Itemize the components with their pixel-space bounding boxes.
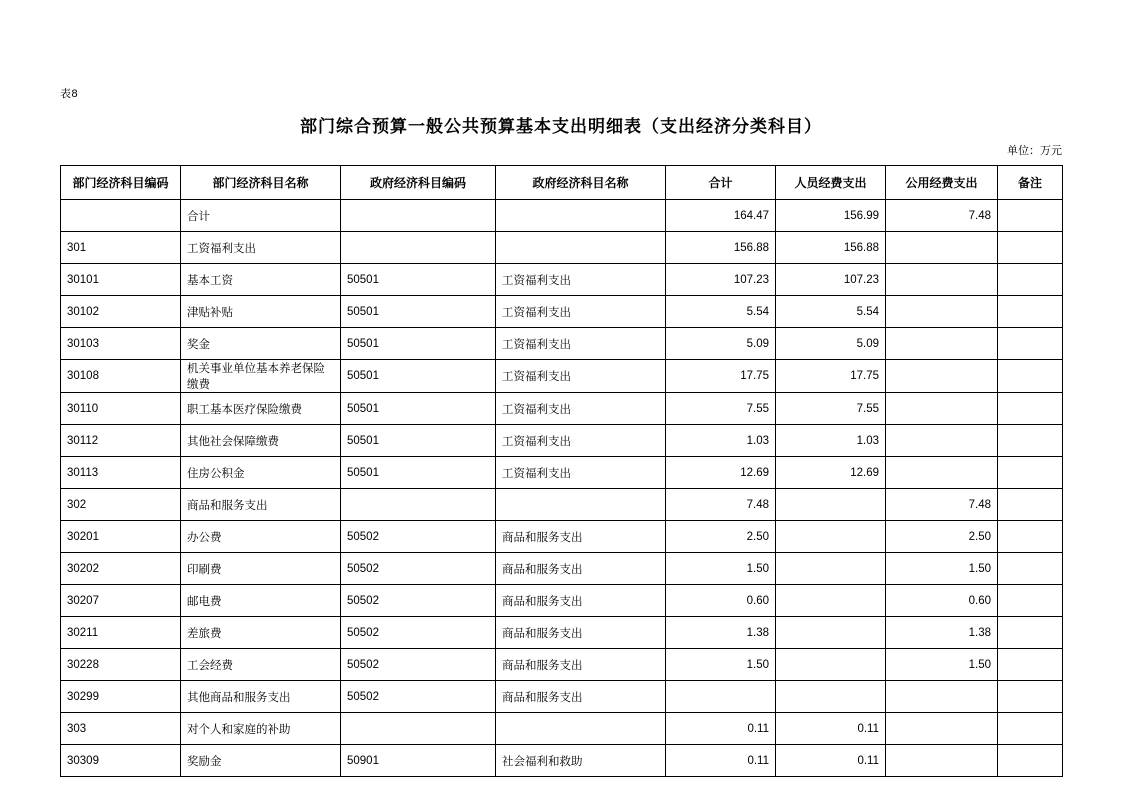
column-header-gov-name: 政府经济科目名称 [496, 166, 666, 200]
cell-gov-name: 工资福利支出 [496, 264, 666, 296]
cell-remark [998, 745, 1063, 777]
cell-gov-code: 50502 [341, 521, 496, 553]
cell-total: 5.09 [666, 328, 776, 360]
cell-dept-name: 商品和服务支出 [181, 489, 341, 521]
cell-dept-code: 30207 [61, 585, 181, 617]
cell-remark [998, 425, 1063, 457]
cell-gov-name: 商品和服务支出 [496, 521, 666, 553]
cell-public [886, 425, 998, 457]
cell-dept-code: 30309 [61, 745, 181, 777]
cell-gov-code [341, 489, 496, 521]
cell-dept-code: 30108 [61, 360, 181, 393]
budget-table-container [60, 165, 1062, 777]
cell-dept-code: 30201 [61, 521, 181, 553]
cell-dept-code: 30211 [61, 617, 181, 649]
cell-personnel [776, 521, 886, 553]
cell-gov-code: 50501 [341, 264, 496, 296]
cell-dept-name: 奖励金 [181, 745, 341, 777]
cell-gov-name: 工资福利支出 [496, 296, 666, 328]
cell-dept-name: 住房公积金 [181, 457, 341, 489]
table-row [61, 328, 1063, 360]
cell-gov-name [496, 713, 666, 745]
cell-public: 0.60 [886, 585, 998, 617]
cell-gov-name: 工资福利支出 [496, 328, 666, 360]
cell-remark [998, 489, 1063, 521]
cell-dept-name: 工会经费 [181, 649, 341, 681]
cell-total: 0.11 [666, 745, 776, 777]
cell-dept-code: 30102 [61, 296, 181, 328]
table-row [61, 296, 1063, 328]
cell-total: 2.50 [666, 521, 776, 553]
cell-public: 1.50 [886, 553, 998, 585]
cell-personnel: 1.03 [776, 425, 886, 457]
cell-personnel [776, 585, 886, 617]
table-row [61, 681, 1063, 713]
column-header-gov-code: 政府经济科目编码 [341, 166, 496, 200]
cell-dept-name: 工资福利支出 [181, 232, 341, 264]
cell-public [886, 457, 998, 489]
cell-personnel [776, 617, 886, 649]
cell-dept-code: 30202 [61, 553, 181, 585]
cell-gov-code: 50501 [341, 296, 496, 328]
cell-remark [998, 521, 1063, 553]
cell-public: 7.48 [886, 200, 998, 232]
cell-gov-code: 50502 [341, 617, 496, 649]
cell-remark [998, 360, 1063, 393]
cell-gov-code: 50501 [341, 328, 496, 360]
table-row [61, 585, 1063, 617]
column-header-public: 公用经费支出 [886, 166, 998, 200]
cell-gov-code: 50901 [341, 745, 496, 777]
cell-public: 1.38 [886, 617, 998, 649]
cell-personnel: 156.88 [776, 232, 886, 264]
cell-gov-code: 50502 [341, 681, 496, 713]
cell-public [886, 393, 998, 425]
cell-dept-code: 30112 [61, 425, 181, 457]
cell-gov-name: 商品和服务支出 [496, 681, 666, 713]
cell-remark [998, 553, 1063, 585]
unit-note: 单位：万元 [1007, 145, 1062, 157]
table-body [61, 200, 1063, 777]
cell-public [886, 681, 998, 713]
table-row [61, 457, 1063, 489]
cell-remark [998, 713, 1063, 745]
cell-gov-code [341, 713, 496, 745]
cell-dept-name: 机关事业单位基本养老保险缴费 [181, 360, 341, 393]
cell-personnel: 5.54 [776, 296, 886, 328]
table-row [61, 649, 1063, 681]
cell-total: 1.50 [666, 649, 776, 681]
cell-public [886, 296, 998, 328]
cell-dept-code: 30299 [61, 681, 181, 713]
cell-public: 2.50 [886, 521, 998, 553]
cell-gov-code: 50501 [341, 393, 496, 425]
cell-public [886, 264, 998, 296]
cell-gov-name: 商品和服务支出 [496, 649, 666, 681]
cell-dept-name: 其他社会保障缴费 [181, 425, 341, 457]
cell-remark [998, 232, 1063, 264]
cell-dept-code: 30103 [61, 328, 181, 360]
table-header-row [61, 166, 1063, 200]
cell-personnel: 107.23 [776, 264, 886, 296]
cell-personnel: 0.11 [776, 745, 886, 777]
table-row [61, 553, 1063, 585]
cell-gov-name: 商品和服务支出 [496, 553, 666, 585]
cell-dept-code: 30113 [61, 457, 181, 489]
cell-total: 17.75 [666, 360, 776, 393]
cell-public [886, 713, 998, 745]
column-header-dept-code: 部门经济科目编码 [61, 166, 181, 200]
table-row [61, 617, 1063, 649]
budget-table [60, 165, 1063, 777]
table-row [61, 745, 1063, 777]
cell-total [666, 681, 776, 713]
cell-gov-name [496, 232, 666, 264]
cell-dept-name: 合计 [181, 200, 341, 232]
cell-dept-name: 其他商品和服务支出 [181, 681, 341, 713]
cell-dept-code [61, 200, 181, 232]
cell-dept-name: 基本工资 [181, 264, 341, 296]
cell-personnel: 5.09 [776, 328, 886, 360]
cell-dept-code: 30110 [61, 393, 181, 425]
cell-remark [998, 200, 1063, 232]
cell-total: 1.03 [666, 425, 776, 457]
cell-gov-name: 商品和服务支出 [496, 617, 666, 649]
cell-gov-code: 50502 [341, 585, 496, 617]
cell-total: 12.69 [666, 457, 776, 489]
cell-gov-name [496, 200, 666, 232]
page-title: 部门综合预算一般公共预算基本支出明细表（支出经济分类科目） [300, 117, 822, 136]
cell-gov-code: 50501 [341, 457, 496, 489]
cell-personnel [776, 649, 886, 681]
cell-remark [998, 264, 1063, 296]
cell-remark [998, 681, 1063, 713]
cell-gov-code: 50501 [341, 425, 496, 457]
cell-dept-name: 对个人和家庭的补助 [181, 713, 341, 745]
cell-gov-code: 50502 [341, 553, 496, 585]
table-row [61, 489, 1063, 521]
table-header [61, 166, 1063, 200]
cell-total: 1.38 [666, 617, 776, 649]
cell-public [886, 360, 998, 393]
column-header-remark: 备注 [998, 166, 1063, 200]
cell-dept-code: 303 [61, 713, 181, 745]
table-row [61, 393, 1063, 425]
cell-gov-name: 工资福利支出 [496, 425, 666, 457]
table-row [61, 264, 1063, 296]
table-row [61, 360, 1063, 393]
cell-gov-code [341, 200, 496, 232]
cell-remark [998, 296, 1063, 328]
cell-total: 7.48 [666, 489, 776, 521]
cell-personnel: 12.69 [776, 457, 886, 489]
cell-total: 1.50 [666, 553, 776, 585]
cell-personnel [776, 553, 886, 585]
cell-dept-name: 办公费 [181, 521, 341, 553]
cell-personnel: 156.99 [776, 200, 886, 232]
cell-total: 0.60 [666, 585, 776, 617]
cell-remark [998, 328, 1063, 360]
cell-total: 107.23 [666, 264, 776, 296]
cell-total: 0.11 [666, 713, 776, 745]
cell-gov-name: 社会福利和救助 [496, 745, 666, 777]
cell-personnel: 7.55 [776, 393, 886, 425]
cell-total: 7.55 [666, 393, 776, 425]
cell-dept-name: 差旅费 [181, 617, 341, 649]
table-row [61, 232, 1063, 264]
cell-gov-code: 50501 [341, 360, 496, 393]
cell-public: 1.50 [886, 649, 998, 681]
cell-dept-code: 30101 [61, 264, 181, 296]
cell-personnel: 0.11 [776, 713, 886, 745]
cell-remark [998, 649, 1063, 681]
cell-personnel [776, 489, 886, 521]
table-row [61, 521, 1063, 553]
cell-gov-code: 50502 [341, 649, 496, 681]
cell-public: 7.48 [886, 489, 998, 521]
cell-gov-name: 工资福利支出 [496, 393, 666, 425]
cell-dept-name: 印刷费 [181, 553, 341, 585]
cell-dept-name: 职工基本医疗保险缴费 [181, 393, 341, 425]
cell-dept-code: 302 [61, 489, 181, 521]
cell-dept-name: 邮电费 [181, 585, 341, 617]
cell-gov-name [496, 489, 666, 521]
cell-total: 164.47 [666, 200, 776, 232]
cell-public [886, 232, 998, 264]
cell-gov-code [341, 232, 496, 264]
cell-personnel [776, 681, 886, 713]
cell-dept-name: 奖金 [181, 328, 341, 360]
column-header-dept-name: 部门经济科目名称 [181, 166, 341, 200]
cell-remark [998, 393, 1063, 425]
cell-remark [998, 617, 1063, 649]
column-header-total: 合计 [666, 166, 776, 200]
cell-dept-code: 301 [61, 232, 181, 264]
table-row [61, 713, 1063, 745]
cell-gov-name: 工资福利支出 [496, 457, 666, 489]
table-row [61, 425, 1063, 457]
cell-total: 156.88 [666, 232, 776, 264]
column-header-personnel: 人员经费支出 [776, 166, 886, 200]
cell-remark [998, 457, 1063, 489]
table-row [61, 200, 1063, 232]
form-number-label: 表8 [60, 88, 79, 100]
cell-personnel: 17.75 [776, 360, 886, 393]
cell-total: 5.54 [666, 296, 776, 328]
cell-public [886, 328, 998, 360]
cell-remark [998, 585, 1063, 617]
cell-gov-name: 商品和服务支出 [496, 585, 666, 617]
cell-dept-code: 30228 [61, 649, 181, 681]
cell-gov-name: 工资福利支出 [496, 360, 666, 393]
cell-public [886, 745, 998, 777]
cell-dept-name: 津贴补贴 [181, 296, 341, 328]
